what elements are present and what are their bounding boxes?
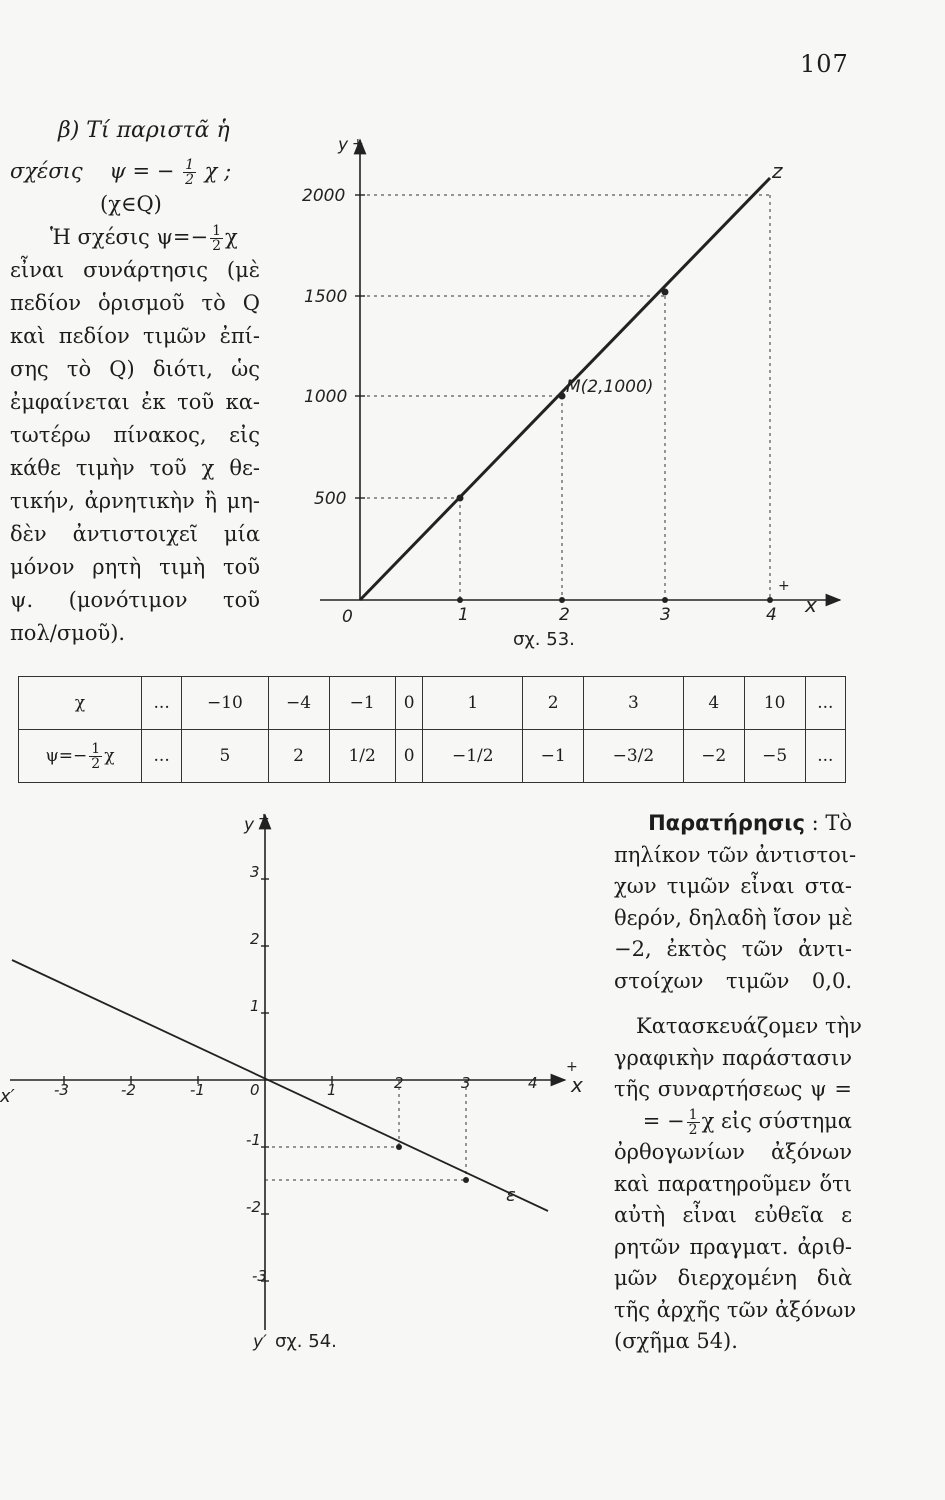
x-tick-label: -3	[54, 1081, 69, 1099]
figure-53	[300, 130, 845, 650]
table-cell: 0	[395, 677, 423, 730]
table-cell: 2	[523, 677, 584, 730]
equation-line	[614, 1106, 852, 1138]
intro-suffix: χ	[225, 225, 238, 249]
axis-point	[559, 597, 565, 603]
y-plus: +	[258, 811, 270, 827]
text-line: εἶναι συνάρτησις (μὲ	[10, 258, 260, 282]
table-cell: −1/2	[423, 730, 523, 783]
x-tick-label: 1	[458, 605, 469, 625]
function-line	[360, 178, 770, 600]
text-line: δὲν ἀντιστοιχεῖ μία	[10, 522, 260, 546]
line-label: z	[772, 159, 783, 183]
fraction-denominator: 2	[91, 755, 101, 772]
fraction-denominator: 2	[688, 1121, 698, 1138]
table-cell: ...	[142, 677, 182, 730]
relation-eq: ψ = −	[109, 159, 175, 183]
y-tick-label: -2	[246, 1198, 261, 1216]
x-tick-label: 0	[342, 607, 353, 627]
y-label-fraction	[89, 742, 102, 771]
text-line: τῆς ἀρχῆς τῶν ἀξόνων	[614, 1297, 857, 1322]
text-line: πηλίκον τῶν ἀντιστοι-	[614, 842, 857, 867]
y-label-prefix: ψ=−	[45, 745, 88, 766]
table-cell: −3/2	[584, 730, 684, 783]
data-point	[463, 1177, 469, 1183]
text-line: καὶ παρατηροῦμεν ὅτι	[614, 1171, 852, 1196]
table-row	[19, 730, 846, 783]
intro-text: Ἡ σχέσις ψ=−	[50, 225, 209, 249]
text-line: γραφικὴν παράστασιν	[614, 1045, 852, 1070]
y-tick-label: 500	[314, 489, 347, 509]
value-table	[18, 676, 846, 783]
fraction-denominator: 2	[212, 238, 222, 254]
x-plus: +	[778, 578, 790, 594]
equation-fraction	[687, 1108, 700, 1137]
text-line: πολ/σμοῦ).	[10, 621, 126, 645]
x-tick-label: 4	[766, 605, 777, 625]
y-tick-label: 1	[250, 997, 260, 1015]
table-cell: 1	[423, 677, 523, 730]
table-cell: −10	[182, 677, 268, 730]
text-line: τικήν, ἀρνητικὴν ἢ μη-	[10, 489, 260, 513]
text-line: ὀρθογωνίων ἀξόνων	[614, 1140, 852, 1164]
intro-line	[10, 221, 260, 254]
y-tick-label: 3	[250, 863, 260, 881]
text-line: πεδίον ὁρισμοῦ τὸ Q	[10, 291, 260, 315]
text-line: −2, ἐκτὸς τῶν ἀντι-	[614, 937, 852, 961]
guide-lines	[265, 1080, 466, 1180]
text-line: μόνον ρητὴ τιμὴ τοῦ	[10, 555, 260, 579]
line-label: ε	[506, 1185, 516, 1206]
table-cell: ...	[142, 730, 182, 783]
remark-label: Παρατήρησις	[648, 811, 805, 835]
remark-lead: : Τὸ	[811, 811, 852, 835]
table-cell: ...	[805, 677, 845, 730]
fraction-denominator: 2	[185, 172, 194, 188]
text-line: καὶ πεδίον τιμῶν ἐπί-	[10, 324, 260, 348]
table-header-y	[19, 730, 142, 783]
intro-fraction	[210, 224, 223, 253]
text-line: (σχῆμα 54).	[614, 1329, 738, 1353]
table-cell: 3	[584, 677, 684, 730]
fraction-numerator: 1	[185, 157, 194, 173]
axis-point	[662, 597, 668, 603]
table-cell: −5	[744, 730, 805, 783]
y-tick-label: 2000	[302, 186, 346, 206]
y-axis-label: y	[338, 135, 349, 155]
text-line: ἐμφαίνεται ἐκ τοῦ κα-	[10, 390, 260, 414]
y-tick-label: 2	[250, 930, 260, 948]
y-axis-label: y	[244, 815, 255, 835]
relation-domain: (χ∈Q)	[100, 192, 162, 216]
relation-fraction	[183, 158, 196, 187]
table-cell: 4	[683, 677, 744, 730]
figure-caption: σχ. 54.	[275, 1331, 337, 1352]
x-tick-label: 0	[250, 1081, 260, 1099]
x-tick-label: -2	[121, 1081, 136, 1099]
relation-suffix: χ ;	[204, 159, 232, 183]
x-axis-label: x	[571, 1073, 583, 1097]
text-line: ρητῶν πραγματ. ἀριθ-	[614, 1234, 852, 1259]
data-point	[457, 495, 464, 502]
text-line: Κατασκευάζομεν τὴν	[636, 1014, 862, 1038]
text-line: αὐτὴ εἶναι εὐθεῖα ε	[614, 1203, 852, 1227]
table-cell: 2	[268, 730, 329, 783]
fraction-numerator: 1	[688, 1106, 698, 1123]
y-label-suffix: χ	[104, 745, 115, 766]
right-paragraph	[614, 808, 862, 1358]
x-tick-label: 2	[394, 1074, 404, 1092]
point-label: M(2,1000)	[566, 377, 654, 397]
relation-prefix: σχέσις	[10, 159, 83, 183]
x-plus: +	[566, 1059, 578, 1075]
x-prime-label: x′	[0, 1086, 15, 1107]
axis-point	[767, 597, 773, 603]
text-line: κάθε τιμὴν τοῦ χ θε-	[10, 456, 260, 480]
data-point	[559, 393, 566, 400]
relation-line	[10, 155, 260, 188]
equation-prefix: = −	[642, 1108, 685, 1133]
data-point	[662, 289, 669, 296]
table-cell: −4	[268, 677, 329, 730]
y-tick-label: 1000	[304, 387, 348, 407]
remark-line	[614, 808, 852, 840]
fraction-numerator: 1	[91, 740, 101, 757]
y-tick-label: -3	[252, 1267, 267, 1285]
figure-54	[0, 805, 600, 1360]
table-cell: 5	[182, 730, 268, 783]
figure-caption: σχ. 53.	[513, 629, 575, 650]
y-tick-label: 1500	[304, 287, 348, 307]
x-tick-label: 3	[660, 605, 671, 625]
table-header-x: χ	[19, 677, 142, 730]
x-tick-label: 2	[559, 605, 570, 625]
y-tick-label: -1	[246, 1131, 261, 1149]
x-tick-label: 1	[327, 1081, 337, 1099]
page-number: 107	[800, 50, 849, 78]
x-axis-label: x	[805, 593, 817, 617]
text-line: σης τὸ Q) διότι, ὡς	[10, 357, 260, 381]
fraction-numerator: 1	[212, 223, 222, 239]
axis-point	[457, 597, 463, 603]
data-point	[396, 1144, 402, 1150]
text-line: χων τιμῶν εἶναι στα-	[614, 874, 852, 898]
table-cell: −1	[329, 677, 395, 730]
table-cell: −2	[683, 730, 744, 783]
text-line: τωτέρω πίνακος, εἰς	[10, 423, 260, 447]
text-line: θερόν, δηλαδὴ ἴσον μὲ	[614, 905, 853, 930]
x-tick-label: 3	[461, 1074, 471, 1092]
text-line: τῆς συναρτήσεως ψ =	[614, 1077, 852, 1101]
y-prime-label: y′	[253, 1332, 267, 1352]
table-cell: 10	[744, 677, 805, 730]
left-paragraph	[10, 155, 260, 650]
table-cell: −1	[523, 730, 584, 783]
table-row	[19, 677, 846, 730]
y-plus: +	[352, 136, 364, 152]
text-line: στοίχων τιμῶν 0,0.	[614, 968, 852, 993]
table-cell: 1/2	[329, 730, 395, 783]
equation-suffix: χ εἰς σύστημα	[701, 1108, 852, 1133]
table-cell: 0	[395, 730, 423, 783]
x-tick-label: 4	[528, 1074, 538, 1092]
section-heading: β) Τί παριστᾶ ἡ	[58, 118, 230, 143]
text-line: ψ. (μονότιμον τοῦ	[10, 588, 260, 612]
table-cell: ...	[805, 730, 845, 783]
x-tick-label: -1	[190, 1081, 205, 1099]
text-line: μῶν διερχομένη διὰ	[614, 1266, 852, 1290]
